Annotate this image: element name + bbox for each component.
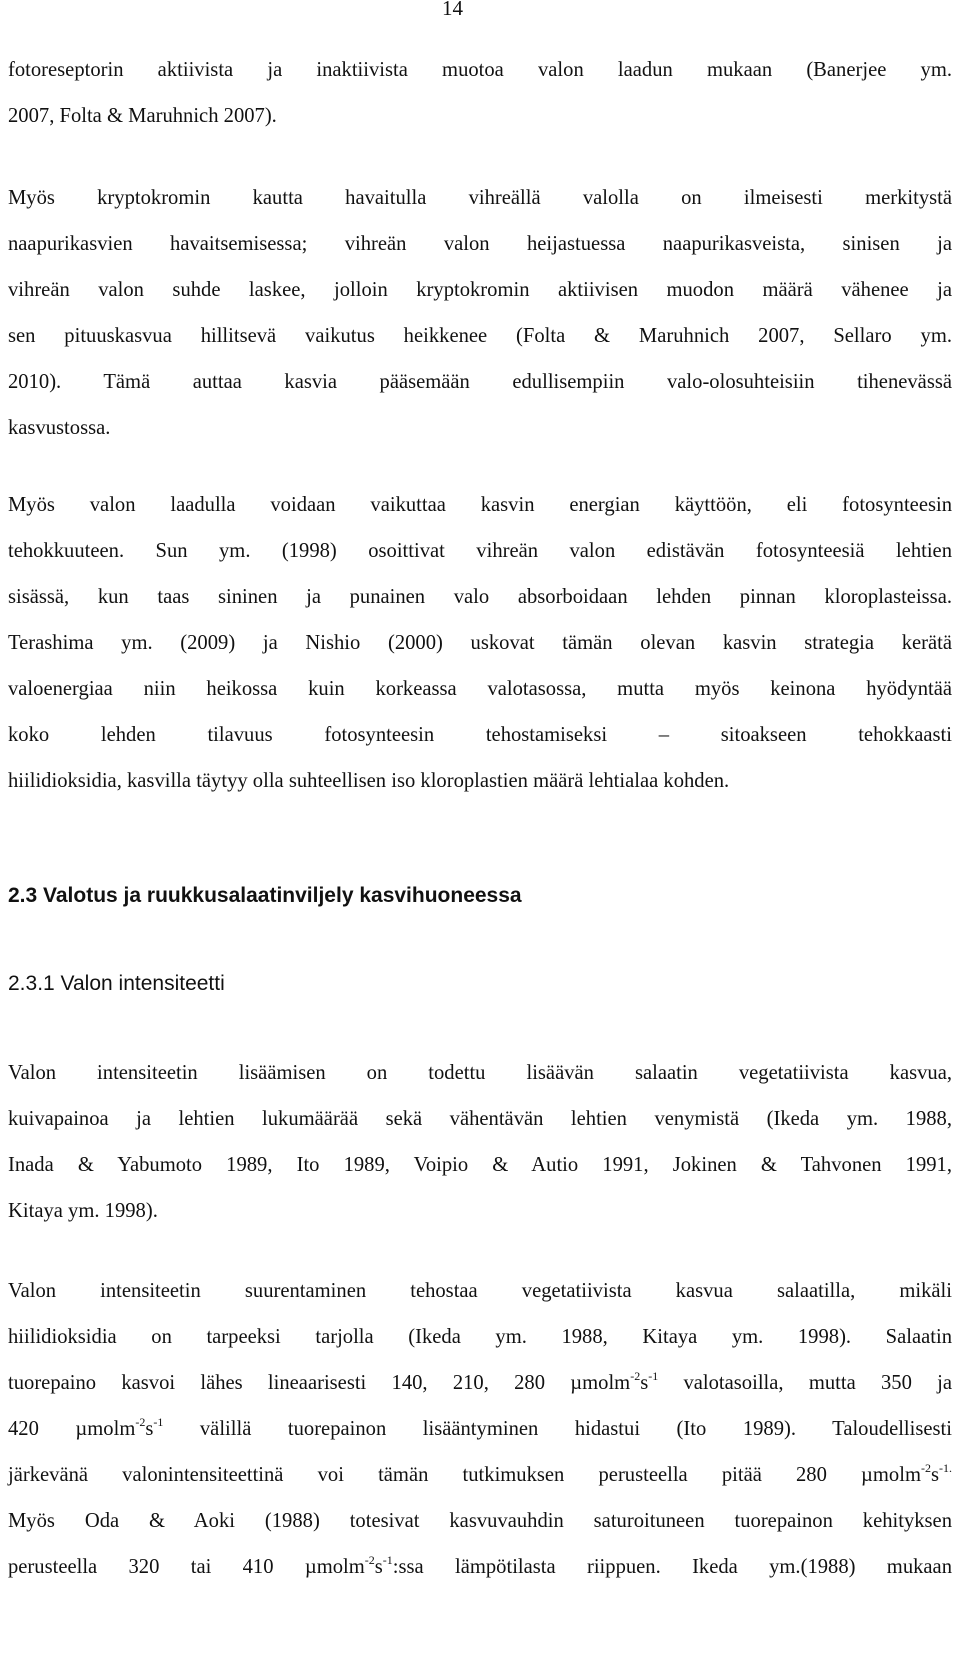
text-line: vihreän valon suhde laskee, jolloin kryptokromin aktiivisen muodon määrä vähenee ja [8,279,952,301]
superscript: -2 [630,1369,641,1383]
text-line [8,1452,952,1498]
text-line [8,1544,952,1590]
text-line: Inada & Yabumoto 1989, Ito 1989, Voipio & Autio 1991, Jokinen & Tahvonen 1991, [8,1154,952,1176]
text-line: valoenergiaa niin heikossa kuin korkeassa valotasossa, mutta myös keinona hyödyntää [8,678,952,700]
superscript: -1 [382,1553,393,1567]
text-line: Myös Oda & Aoki (1988) totesivat kasvuvauhdin saturoituneen tuorepainon kehityksen [8,1510,952,1532]
paragraph-1 [8,47,952,139]
text-line: kasvustossa. [8,417,111,439]
text-line: tehokkuuteen. Sun ym. (1998) osoittivat vihreän valon edistävän fotosynteesiä lehtien [8,540,952,562]
text-line: naapurikasvien havaitsemisessa; vihreän valon heijastuessa naapurikasveista, sinisen ja [8,233,952,255]
text-line [8,1360,952,1406]
superscript: -1. [939,1461,952,1475]
text-line: sen pituuskasvua hillitsevä vaikutus heikkenee (Folta & Maruhnich 2007, Sellaro ym. [8,325,952,347]
superscript: -2 [364,1553,375,1567]
text-segment: s [374,1556,383,1578]
text-segment: valotasoilla, mutta 350 ja [658,1372,952,1394]
page-number [0,0,960,20]
text-segment: :ssa lämpötilasta riippuen. Ikeda ym.(1988) mukaan [392,1556,952,1578]
text-line: fotoreseptorin aktiivista ja inaktiivista muotoa valon laadun mukaan (Banerjee ym. [8,59,952,81]
superscript: -1 [153,1415,164,1429]
text-line: Valon intensiteetin lisäämisen on todettu lisäävän salaatin vegetatiivista kasvua, [8,1062,952,1084]
superscript: -1 [648,1369,659,1383]
text-line: 2010). Tämä auttaa kasvia pääsemään edullisempiin valo-olosuhteisiin tihenevässä [8,371,952,393]
section-heading: 2.3 Valotus ja ruukkusalaatinviljely kasvihuoneessa [8,884,522,907]
text-line [8,1406,952,1452]
text-segment: perusteella 320 tai 410 µmolm [8,1556,365,1578]
text-line: Myös valon laadulla voidaan vaikuttaa kasvin energian käyttöön, eli fotosynteesin [8,494,952,516]
paragraph-3 [8,482,952,804]
text-segment: s [930,1464,939,1486]
text-segment: s [640,1372,649,1394]
text-segment: järkevänä valonintensiteettinä voi tämän tutkimuksen perusteella pitää 280 µmolm [8,1464,921,1486]
text-line: hiilidioksidia on tarpeeksi tarjolla (Ikeda ym. 1988, Kitaya ym. 1998). Salaatin [8,1326,952,1348]
text-line: 2007, Folta & Maruhnich 2007). [8,105,277,127]
page-number-text: 14 [442,0,463,20]
paragraph-5 [8,1268,952,1590]
text-line: Myös kryptokromin kautta havaitulla vihreällä valolla on ilmeisesti merkitystä [8,187,952,209]
text-segment: välillä tuorepainon lisääntyminen hidastui (Ito 1989). Taloudellisesti [163,1418,952,1440]
text-line: koko lehden tilavuus fotosynteesin tehostamiseksi – sitoakseen tehokkaasti [8,724,952,746]
text-segment: tuorepaino kasvoi lähes lineaarisesti 140, 210, 280 µmolm [8,1372,631,1394]
text-line: kuivapainoa ja lehtien lukumäärää sekä vähentävän lehtien venymistä (Ikeda ym. 1988, [8,1108,952,1130]
text-line: Valon intensiteetin suurentaminen tehostaa vegetatiivista kasvua salaatilla, mikäli [8,1280,952,1302]
subsection-heading: 2.3.1 Valon intensiteetti [8,972,225,995]
paragraph-2 [8,175,952,451]
text-segment: s [145,1418,154,1440]
superscript: -2 [135,1415,146,1429]
text-line: hiilidioksidia, kasvilla täytyy olla suhteellisen iso kloroplastien määrä lehtialaa kohden. [8,770,730,792]
text-segment: 420 µmolm [8,1418,136,1440]
text-line: sisässä, kun taas sininen ja punainen valo absorboidaan lehden pinnan kloroplasteissa. [8,586,952,608]
paragraph-4 [8,1050,952,1234]
text-line: Terashima ym. (2009) ja Nishio (2000) uskovat tämän olevan kasvin strategia kerätä [8,632,952,654]
text-line: Kitaya ym. 1998). [8,1200,158,1222]
superscript: -2 [920,1461,931,1475]
